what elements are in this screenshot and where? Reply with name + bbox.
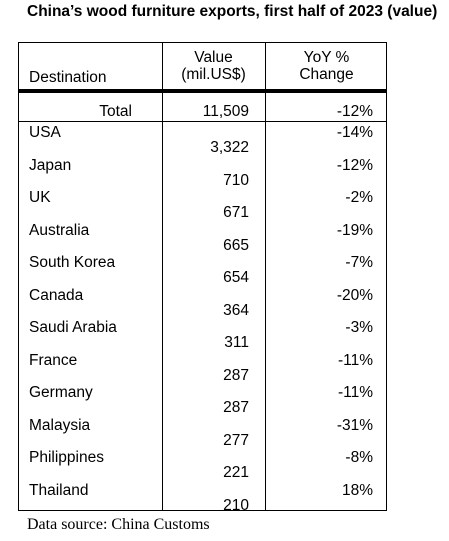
page-title: China’s wood furniture exports, first half of 2023 (value) <box>27 3 438 20</box>
row-destination: USA <box>29 124 61 141</box>
row-value: 277 <box>223 431 249 449</box>
row-yoy-change: 18% <box>341 481 373 499</box>
table-row <box>19 157 386 189</box>
table-row <box>19 352 386 384</box>
total-label: Total <box>99 103 132 120</box>
row-value: 287 <box>223 399 249 416</box>
row-destination: Malaysia <box>29 416 91 434</box>
header-destination: Destination <box>29 69 107 86</box>
table-row <box>19 417 386 449</box>
row-yoy-change: -7% <box>345 254 373 271</box>
row-value: 221 <box>223 464 249 481</box>
row-destination: UK <box>29 189 51 206</box>
table-row <box>19 189 386 221</box>
row-value: 710 <box>223 171 249 189</box>
row-destination: Philippines <box>29 449 104 466</box>
table-row <box>19 124 386 156</box>
row-value: 311 <box>224 334 249 351</box>
row-destination: Thailand <box>29 481 89 499</box>
table-row <box>19 222 386 254</box>
total-divider <box>19 121 386 122</box>
row-destination: Saudi Arabia <box>29 319 117 336</box>
row-yoy-change: -3% <box>345 319 373 336</box>
header-yoy <box>265 49 388 83</box>
table-row <box>19 254 386 286</box>
total-value: 11,509 <box>202 103 249 120</box>
header-yoy-line2: Change <box>299 66 354 83</box>
header-yoy-line1: YoY % <box>303 49 350 66</box>
exports-table <box>18 42 387 514</box>
table-row <box>19 449 386 481</box>
row-value: 287 <box>223 366 249 384</box>
table-row <box>19 319 386 351</box>
row-destination: Japan <box>29 156 72 174</box>
header-value-line2: (mil.US$) <box>181 66 246 83</box>
row-yoy-change: -2% <box>345 189 373 206</box>
row-destination: France <box>29 351 78 369</box>
row-yoy-change: -31% <box>336 416 373 434</box>
row-yoy-change: -8% <box>345 449 373 466</box>
header-divider <box>19 89 386 93</box>
table-row <box>19 384 386 416</box>
row-value: 671 <box>223 204 249 221</box>
header-value <box>162 49 265 83</box>
row-destination: Canada <box>29 286 84 304</box>
table-row <box>19 287 386 319</box>
data-source-note: Data source: China Customs <box>27 516 210 533</box>
row-yoy-change: -11% <box>337 351 373 369</box>
row-yoy-change: -14% <box>336 124 373 141</box>
row-destination: Germany <box>29 384 93 401</box>
row-value: 3,322 <box>210 139 249 156</box>
row-destination: South Korea <box>29 254 116 271</box>
row-yoy-change: -12% <box>336 156 373 174</box>
row-value: 665 <box>223 236 249 254</box>
header-value-line1: Value <box>194 49 233 66</box>
row-value: 364 <box>223 301 249 319</box>
row-yoy-change: -11% <box>337 384 373 401</box>
row-yoy-change: -19% <box>336 221 373 239</box>
row-yoy-change: -20% <box>336 286 373 304</box>
row-value: 210 <box>223 496 249 514</box>
table-row <box>19 482 386 514</box>
total-yoy: -12% <box>336 103 373 120</box>
row-value: 654 <box>223 269 249 286</box>
row-destination: Australia <box>29 221 90 239</box>
